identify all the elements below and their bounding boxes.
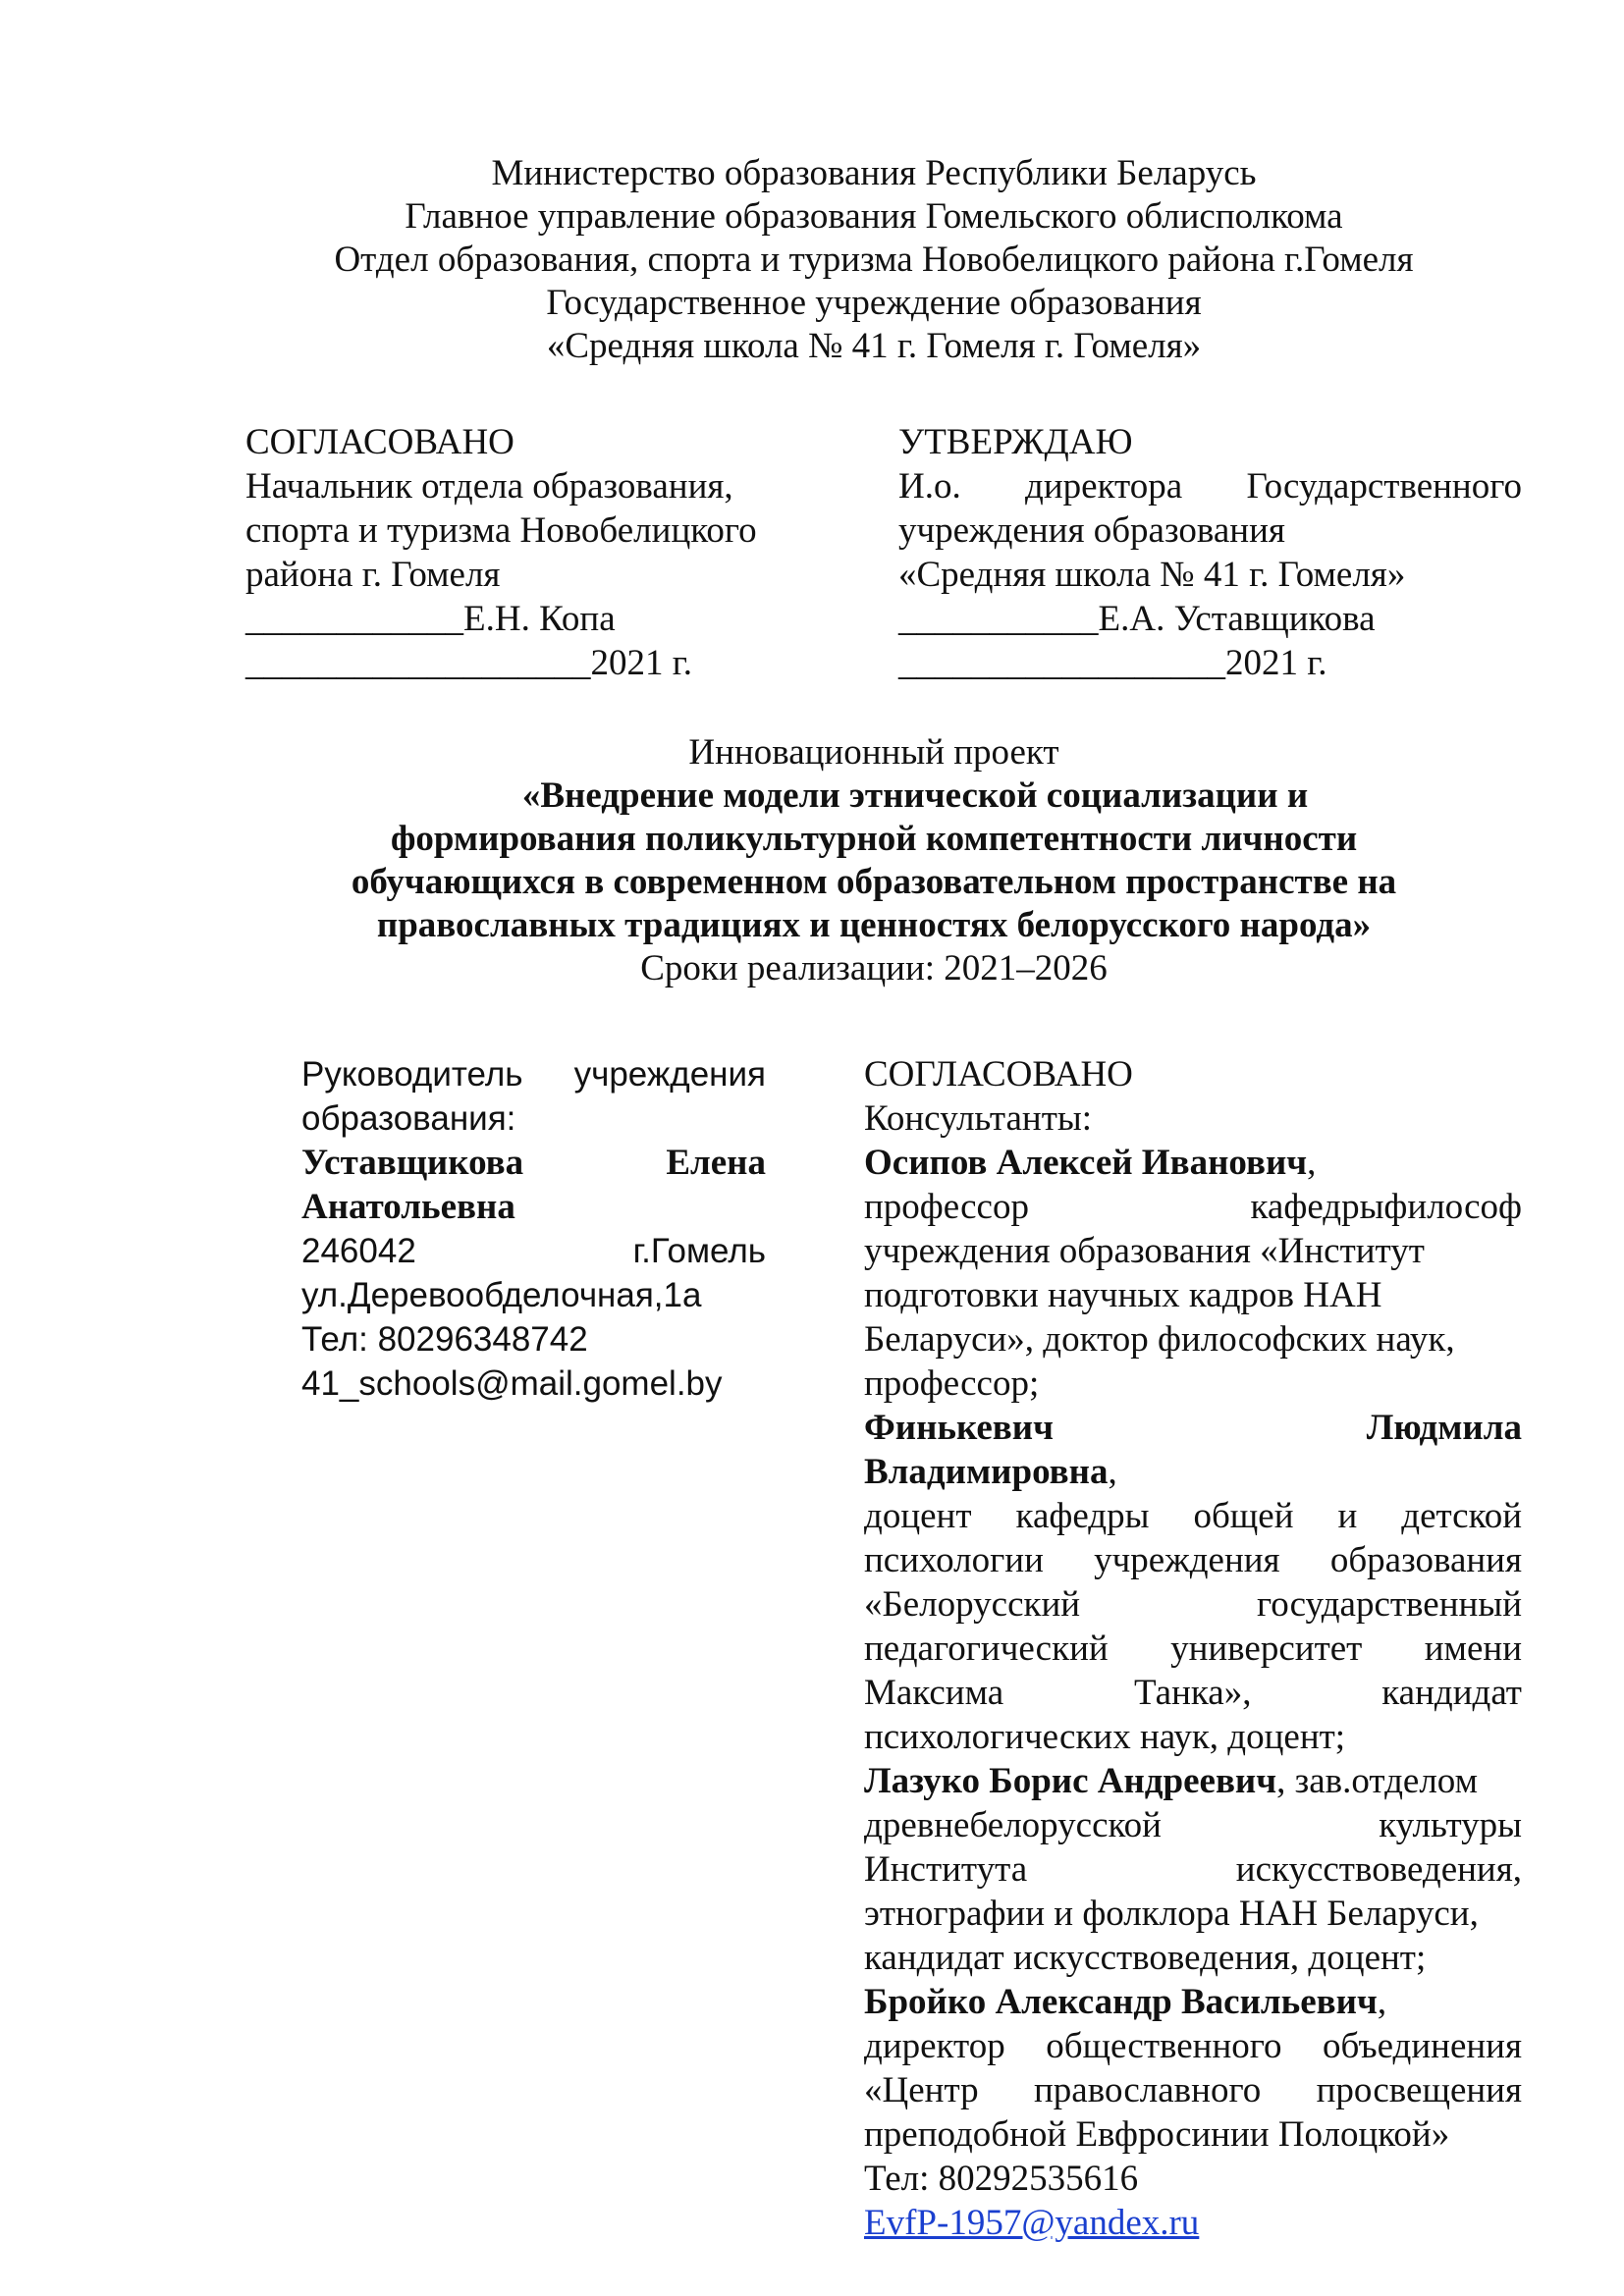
consultant-name: Лазуко Борис Андреевич	[864, 1761, 1277, 1801]
head-of-institution-block	[301, 1052, 766, 1406]
consultant-description-word: государственный	[1256, 1584, 1522, 1625]
consultant-entry	[864, 1980, 1522, 2245]
consultant-description-line	[864, 1538, 1522, 1582]
institution-phone: Тел: 80296348742	[301, 1320, 588, 1359]
approval-agreed-block	[245, 420, 805, 685]
consultant-entry	[864, 1141, 1522, 1406]
project-title-line: православных традициях и ценностях белорусского народа»	[376, 905, 1372, 945]
agreed-heading: СОГЛАСОВАНО	[245, 422, 514, 462]
project-title-line: обучающихся в современном образовательном пространстве на	[351, 862, 1397, 902]
consultant-description-line: учреждения образования «Институт	[864, 1231, 1425, 1271]
consultant-description-line: преподобной Евфросинии Полоцкой»	[864, 2114, 1450, 2155]
consultant-description-word: «Белорусский	[864, 1584, 1081, 1625]
consultant-description-text: доцент кафедры общей и детской	[864, 1496, 1522, 1536]
consultant-description-word: Танка»,	[1133, 1673, 1252, 1713]
consultants-block	[864, 1052, 1522, 2245]
project-type: Инновационный проект	[688, 732, 1059, 773]
head-label-word: учреждения	[573, 1055, 766, 1094]
consultant-name-line	[864, 1759, 1522, 1803]
consultant-email-link[interactable]: EvfP-1957@yandex.ru	[864, 2203, 1200, 2243]
consultant-description-text: «Центр православного просвещения	[864, 2070, 1522, 2110]
agreed-position-line: Начальник отдела образования,	[245, 466, 733, 507]
consultant-description-word: кандидат	[1381, 1673, 1522, 1713]
consultant-description-line	[864, 1847, 1522, 1892]
approved-position-line: «Средняя школа № 41 г. Гомеля»	[898, 555, 1406, 595]
head-name-line	[301, 1141, 766, 1185]
head-label-line	[301, 1052, 766, 1096]
consultant-email-line	[864, 2201, 1522, 2245]
consultant-description-word: Института	[864, 1849, 1028, 1890]
consultant-description-word: Максима	[864, 1673, 1004, 1713]
consultant-description-word: древнебелорусской	[864, 1805, 1162, 1845]
consultant-description-line	[864, 1627, 1522, 1671]
consultant-name-line	[864, 1406, 1522, 1450]
consultant-description-word: профессор	[864, 1187, 1029, 1227]
approval-approved-block	[898, 420, 1522, 685]
consultant-description-line	[864, 1582, 1522, 1627]
consultant-description-word: культуры	[1379, 1805, 1522, 1845]
consultant-entry	[864, 1406, 1522, 1759]
project-title-line: формирования поликультурной компетентности личности	[390, 819, 1358, 859]
approved-position-line: учреждения образования	[898, 510, 1285, 551]
ministry-line: Министерство образования Республики Беларусь	[491, 153, 1257, 193]
consultant-description-line	[864, 1494, 1522, 1538]
district-department-line: Отдел образования, спорта и туризма Новобелицкого района г.Гомеля	[334, 240, 1414, 280]
consultant-description-text: директор общественного объединения	[864, 2026, 1522, 2066]
consultant-position-start: , зав.отделом	[1276, 1761, 1478, 1801]
head-label-word: Руководитель	[301, 1055, 523, 1094]
consultant-description-line	[864, 2024, 1522, 2068]
consultant-description-line: кандидат искусствоведения, доцент;	[864, 1938, 1427, 1978]
approved-position-word: И.о.	[898, 466, 961, 507]
consultant-description-word: кафедрыфилософ	[1250, 1187, 1522, 1227]
address-postcode-line	[301, 1229, 766, 1273]
consultant-description-line	[864, 1671, 1522, 1715]
consultant-name-comma: ,	[1307, 1143, 1317, 1183]
project-terms: Сроки реализации: 2021–2026	[640, 948, 1108, 988]
consultant-description-line: этнографии и фолклора НАН Беларуси,	[864, 1894, 1479, 1934]
consultant-description-line: психологических наук, доцент;	[864, 1717, 1346, 1757]
consultant-surname: Финькевич	[864, 1408, 1054, 1448]
head-label-line: образования:	[301, 1099, 516, 1138]
consultant-description-line	[864, 2068, 1522, 2112]
head-patronymic: Анатольевна	[301, 1187, 515, 1227]
city: г.Гомель	[632, 1232, 766, 1270]
institution-type-line: Государственное учреждение образования	[546, 283, 1202, 323]
agreed-position-line: района г. Гомеля	[245, 555, 501, 595]
consultant-name: Осипов Алексей Иванович	[864, 1143, 1308, 1183]
document-header	[98, 152, 1624, 368]
agreed-position-line: спорта и туризма Новобелицкого	[245, 510, 757, 551]
project-title-line: «Внедрение модели этнической социализации и	[521, 775, 1309, 816]
consultant-name-line	[864, 1980, 1522, 2024]
consultant-description-line: подготовки научных кадров НАН	[864, 1275, 1382, 1315]
consultant-first-name: Людмила	[1366, 1408, 1522, 1448]
approved-date-line: __________________2021 г.	[898, 643, 1327, 683]
school-name-line: «Средняя школа № 41 г. Гомеля г. Гомеля»	[546, 326, 1202, 366]
regional-department-line: Главное управление образования Гомельского облисполкома	[405, 196, 1343, 237]
street-address: ул.Деревообделочная,1а	[301, 1276, 702, 1314]
agreed-date-line: ___________________2021 г.	[245, 643, 693, 683]
consultant-entry	[864, 1759, 1522, 1980]
consultant-name-line	[864, 1450, 1522, 1494]
consultant-description-line	[864, 1185, 1522, 1229]
institution-email: 41_schools@mail.gomel.by	[301, 1364, 723, 1403]
consultant-name: Бройко Александр Васильевич	[864, 1982, 1378, 2022]
consultant-name-comma: ,	[1108, 1452, 1117, 1492]
approved-position-word: Государственного	[1246, 466, 1522, 507]
consultant-description-text: педагогический университет имени	[864, 1629, 1522, 1669]
consultants-agreed-heading: СОГЛАСОВАНО	[864, 1054, 1133, 1095]
consultant-phone: Тел: 80292535616	[864, 2159, 1139, 2199]
consultants-label: Консультанты:	[864, 1098, 1093, 1139]
agreed-signature-line: ____________Е.Н. Копа	[245, 599, 616, 639]
consultant-description-text: психологии учреждения образования	[864, 1540, 1522, 1580]
consultant-name-comma: ,	[1377, 1982, 1387, 2022]
approved-signature-line: ___________Е.А. Уставщикова	[898, 599, 1376, 639]
approved-heading: УТВЕРЖДАЮ	[898, 422, 1133, 462]
head-first-name: Елена	[666, 1143, 766, 1183]
consultant-description-line: профессор;	[864, 1363, 1040, 1404]
postcode: 246042	[301, 1232, 416, 1270]
project-title-block	[98, 731, 1624, 990]
consultant-description-line	[864, 1803, 1522, 1847]
consultant-description-line: Беларуси», доктор философских наук,	[864, 1319, 1455, 1360]
consultant-name-line	[864, 1141, 1522, 1185]
head-surname: Уставщикова	[301, 1143, 524, 1183]
approved-position-line	[898, 464, 1522, 508]
consultant-patronymic: Владимировна	[864, 1452, 1109, 1492]
approved-position-word: директора	[1025, 466, 1183, 507]
consultant-description-word: искусствоведения,	[1235, 1849, 1522, 1890]
